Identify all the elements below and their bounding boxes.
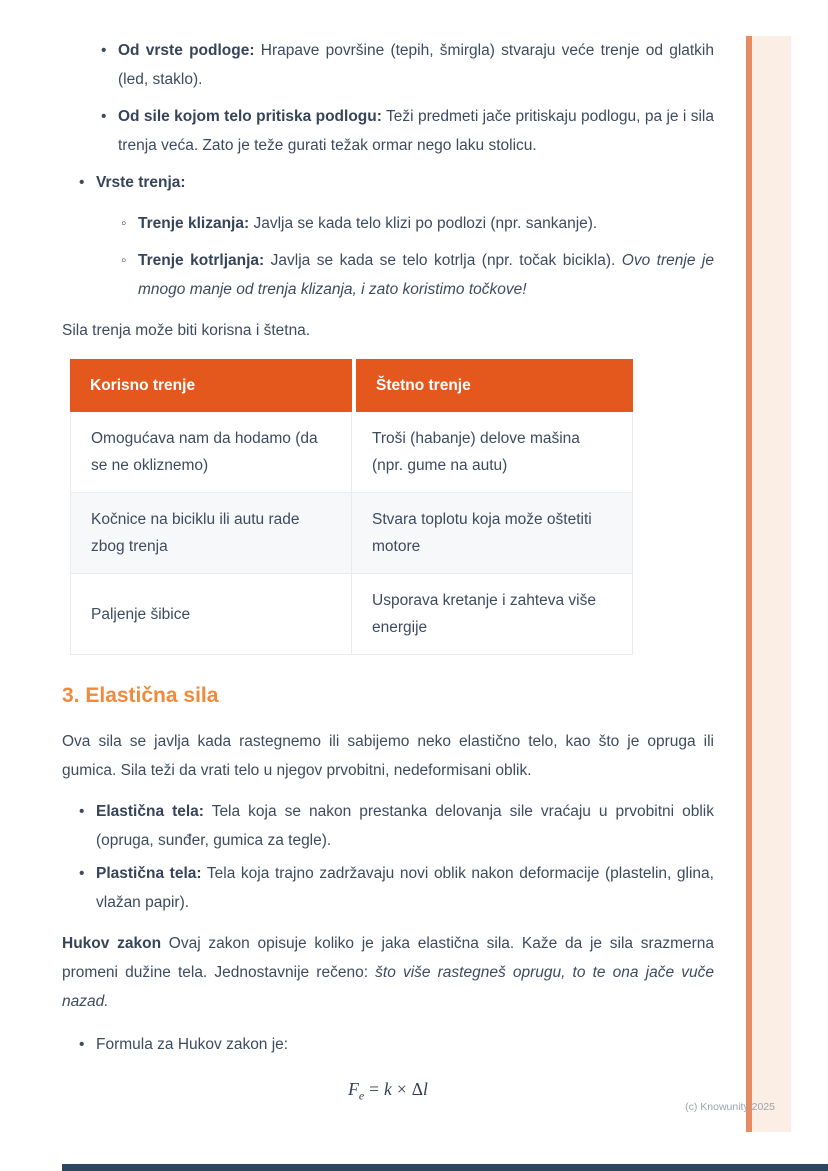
decorative-stripe: [746, 36, 791, 1132]
friction-comparison-table: [70, 359, 633, 655]
table-cell: Stvara toplotu koja može oštetiti motore: [352, 493, 633, 574]
bullet-circle-icon: ◦: [121, 252, 127, 269]
bullet-disc-icon: •: [79, 803, 85, 820]
formula-list: [62, 1030, 714, 1059]
multiply-sign: ×: [396, 1079, 407, 1099]
list-item-text: Vrste trenja:: [96, 174, 186, 191]
hooke-law-paragraph: Hukov zakon Ovaj zakon opisuje koliko je jaka elastična sila. Kaže da je sila srazmerna promeni dužine tela. Jednostavnije rečeno: što više rastegneš oprugu, to te ona jače vuče nazad.: [62, 935, 715, 1010]
formula-intro-text: Formula za Hukov zakon je:: [96, 1036, 289, 1053]
page-content: [62, 36, 714, 1111]
list-item-label: Plastična tela:: [96, 865, 202, 882]
friction-types: [62, 168, 714, 197]
equals-sign: =: [369, 1079, 380, 1099]
table-cell: Kočnice na biciklu ili autu rade zbog trenja: [70, 493, 352, 574]
hooke-law-formula: [62, 1075, 714, 1111]
list-item-italic: Ovo trenje je mnogo manje od trenja klizanja, i zato koristimo točkove!: [138, 252, 714, 298]
table-header-row: [70, 359, 633, 412]
table-cell: Paljenje šibice: [70, 574, 352, 655]
bullet-disc-icon: •: [79, 1036, 85, 1053]
list-item-text: Trenje kotrljanja: Javlja se kada se telo kotrlja (npr. točak bicikla). Ovo trenje je mnogo manje od trenja klizanja, i zato koristimo točkove!: [138, 252, 714, 298]
list-item: [79, 859, 714, 917]
elastic-bodies-list: [62, 797, 714, 917]
bullet-circle-icon: ◦: [121, 215, 127, 232]
list-item: [79, 168, 714, 197]
list-item: [101, 36, 714, 94]
list-item-text: Od vrste podloge: Hrapave površine (tepih, šmirgla) stvaraju veće trenje od glatkih (led, staklo).: [118, 42, 714, 88]
table-cell: Troši (habanje) delove mašina (npr. gume na autu): [352, 412, 633, 493]
bullet-disc-icon: •: [79, 865, 85, 882]
list-item: [79, 797, 714, 855]
list-item: [121, 209, 714, 238]
table-row: [70, 412, 633, 493]
formula-force-symbol: F: [348, 1079, 359, 1099]
table-row: [70, 493, 633, 574]
table-intro-text: Sila trenja može biti korisna i štetna.: [62, 322, 311, 339]
list-item: [121, 246, 714, 304]
section-heading: 3. Elastična sila: [62, 684, 219, 707]
list-item-label: Trenje klizanja:: [138, 215, 250, 232]
list-item: [79, 1030, 714, 1059]
list-item: [101, 102, 714, 160]
list-item-text: Plastična tela: Tela koja trajno zadržavaju novi oblik nakon deformacije (plastelin, glina, vlažan papir).: [96, 865, 714, 911]
table-header-korisno: Korisno trenje: [70, 359, 352, 412]
list-item-label: Od sile kojom telo pritiska podlogu:: [118, 108, 382, 125]
table-cell: Omogućava nam da hodamo (da se ne okliznemo): [70, 412, 352, 493]
list-item-label: Trenje kotrljanja:: [138, 252, 265, 269]
friction-types-sublist: [62, 209, 714, 304]
section-intro-paragraph: Ova sila se javlja kada rastegnemo ili sabijemo neko elastično telo, kao što je opruga ili gumica. Sila teži da vrati telo u njegov prvobitni, nedeformisani oblik.: [62, 733, 714, 779]
formula-k-constant: k: [384, 1079, 392, 1099]
formula-delta: Δ: [411, 1079, 423, 1099]
hooke-law-italic: što više rastegneš oprugu, to te ona jače vuče nazad.: [62, 964, 714, 1010]
list-item-label: Elastična tela:: [96, 803, 204, 820]
bullet-disc-icon: •: [79, 174, 85, 191]
formula-subscript: e: [358, 1088, 365, 1103]
friction-factors-list: [62, 36, 714, 160]
next-page-edge: [62, 1164, 828, 1171]
table-cell: Usporava kretanje i zahteva više energije: [352, 574, 633, 655]
table-header-stetno: Štetno trenje: [352, 359, 633, 412]
list-item-label: Od vrste podloge:: [118, 42, 255, 59]
formula-length-symbol: l: [422, 1079, 428, 1099]
hooke-law-label: Hukov zakon: [62, 935, 162, 952]
table-row: [70, 574, 633, 655]
list-item-text: Elastična tela: Tela koja se nakon prestanka delovanja sile vraćaju u prvobitni oblik (opruga, sunđer, gumica za tegle).: [96, 803, 714, 849]
list-item-text: Trenje klizanja: Javlja se kada telo klizi po podlozi (npr. sankanje).: [138, 215, 598, 232]
copyright-text: (c) Knowunity 2025: [685, 1101, 775, 1113]
bullet-disc-icon: •: [101, 108, 107, 125]
list-item-text: Od sile kojom telo pritiska podlogu: Teži predmeti jače pritiskaju podlogu, pa je i sila trenja veća. Zato je teže gurati težak ormar nego laku stolicu.: [118, 108, 714, 154]
bullet-disc-icon: •: [101, 42, 107, 59]
